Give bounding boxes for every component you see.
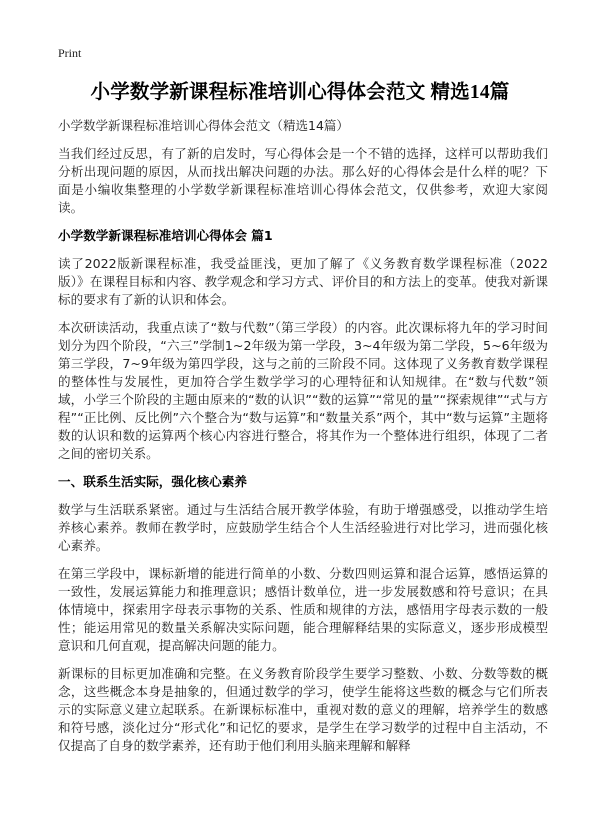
page-title: 小学数学新课程标准培训心得体会范文 精选14篇 [90,82,510,103]
article-heading: 小学数学新课程标准培训心得体会 篇1 [58,228,273,243]
article-subtitle: 小学数学新课程标准培训心得体会范文（精选14篇） [58,118,349,133]
section-paragraph-2: 在第三学段中，课标新增的能进行简单的小数、分数四则运算和混合运算，感悟运算的一致性，发展运算能力和推理意识；感悟计数单位，进一步发展数感和符号意识；在具体情境中，探索用字母表示事物的关系、性质和规律的方法，感悟用字母表示数的一般性；能运用常见的数量关系解决实际问题，能合理解释结果的实际意义，逐步形成模型意识和几何直观，提高解决问题的能力。 [58,566,548,653]
body-paragraph-1: 读了2022版新课程标准，我受益匪浅，更加了解了《义务教育数学课程标准（2022版）》在课程目标和内容、教学观念和学习方式、评价目的和方法上的变革。使我对新课标的要求有了新的认识和体会。 [58,256,548,307]
section-heading: 一、联系生活实际，强化核心素养 [58,474,247,489]
intro-paragraph: 当我们经过反思，有了新的启发时，写心得体会是一个不错的选择，这样可以帮助我们分析出现问题的原因，从而找出解决问题的办法。那么好的心得体会是什么样的呢？下面是小编收集整理的小学数学新课程标准培训心得体会范文，仅供参考，欢迎大家阅读。 [58,146,548,215]
print-link[interactable]: Print [58,46,82,60]
section-paragraph-1: 数学与生活联系紧密。通过与生活结合展开教学体验，有助于增强感受，以推动学生培养核心素养。教师在教学时，应鼓励学生结合个人生活经验进行对比学习，进而强化核心素养。 [58,502,548,553]
article-body [58,117,548,765]
section-paragraph-3: 新课标的目标更加准确和完整。在义务教育阶段学生要学习整数、小数、分数等数的概念，这些概念本身是抽象的，但通过数学的学习，使学生能将这些数的概念与它们所表示的实际意义建立起联系。在新课标标准中，重视对数的意义的理解，培养学生的数感和符号感，淡化过分“形式化”和记忆的要求，是学生在学习数学的过程中自主活动，不仅提高了自身的数学素养，还有助于他们利用头脑来理解和解释 [58,666,548,753]
body-paragraph-2: 本次研读活动，我重点读了“数与代数”（第三学段）的内容。此次课标将九年的学习时间划分为四个阶段，“六三”学制1~2年级为第一学段，3~4年级为第二学段，5~6年级为第三学段，7~9年级为第四学段，这与之前的三阶段不同。这体现了义务教育数学课程的整体性与发展性，更加符合学生数学学习的心理特征和认知规律。在“数与代数”领域，小学三个阶段的主题由原来的“数的认识”“数的运算”“常见的量”“探索规律”“式与方程”“正比例、反比例”六个整合为“数与运算”和“数量关系”两个，其中“数与运算”主题将数的认识和数的运算两个核心内容进行整合，将其作为一个整体进行组织，体现了二者之间的密切关系。 [58,320,548,461]
